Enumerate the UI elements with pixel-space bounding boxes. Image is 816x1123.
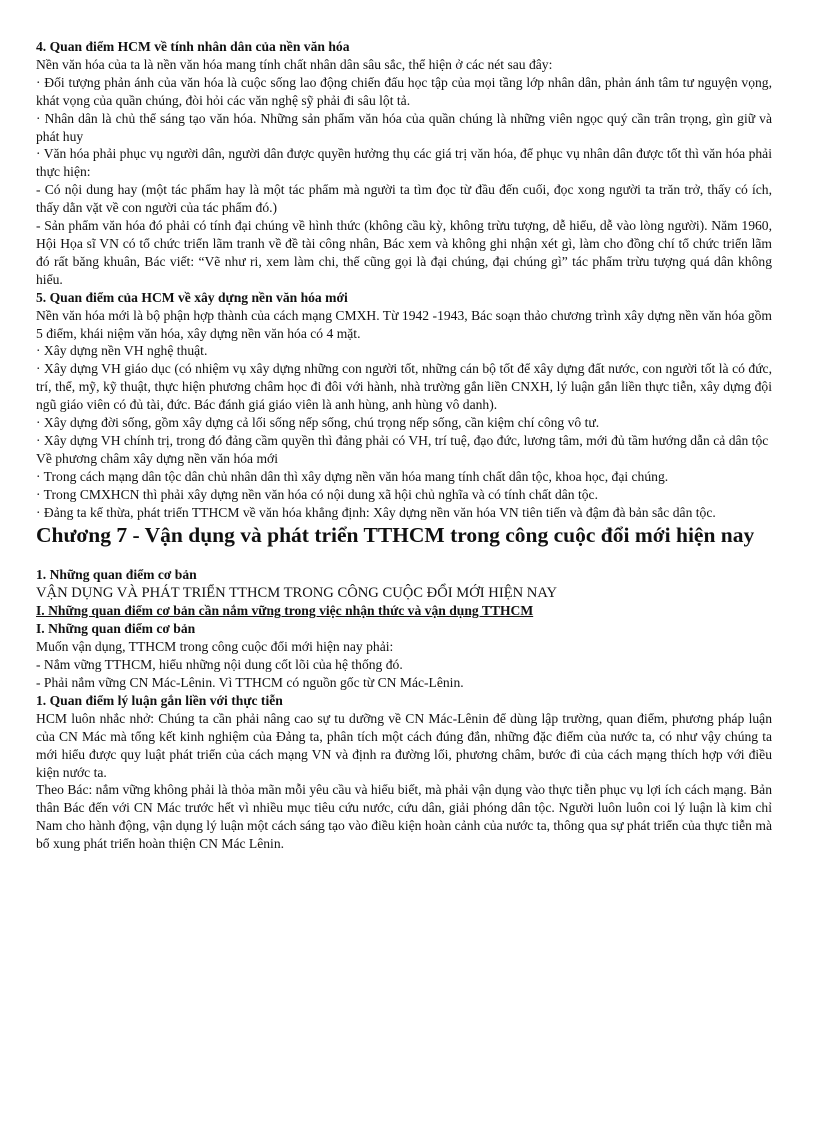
- paragraph: Theo Bác: nắm vững không phải là thỏa mãn mỗi yêu cầu và hiểu biết, mà phải vận dụng vào thực tiễn phục vụ lợi ích cách mạng. Bản thân Bác đến với CN Mác trước hết vì nhiều mục tiêu cứu nước, cứu dân, giải phóng dân tộc. Người luôn luôn coi lý luận là kim chỉ Nam cho hành động, vận dụng lý luận một cách sáng tạo vào điều kiện hoàn cảnh của nước ta, thông qua sự phát triển của thực tiễn mà bổ xung phát triển hoàn thiện CN Mác Lênin.: [36, 782, 772, 852]
- paragraph: · Trong CMXHCN thì phải xây dựng nền văn hóa có nội dung xã hội chủ nghĩa và có tính chất dân tộc.: [36, 486, 598, 502]
- paragraph: · Xây dựng VH chính trị, trong đó đảng cầm quyền thì đảng phải có VH, trí tuệ, đạo đức, lương tâm, mới đủ tầm hướng dẫn cả dân tộc: [36, 432, 769, 448]
- paragraph: Nền văn hóa mới là bộ phận hợp thành của cách mạng CMXH. Từ 1942 -1943, Bác soạn thảo chương trình xây dựng nền văn hóa gồm 5 điểm, khái niệm văn hóa, xây dựng nền văn hóa có 4 mặt.: [36, 307, 772, 341]
- paragraph: Muốn vận dụng, TTHCM trong công cuộc đổi mới hiện nay phải:: [36, 639, 394, 655]
- paragraph: · Xây dựng VH giáo dục (có nhiệm vụ xây dựng những con người tốt, những cán bộ tốt để xây dựng đất nước, con người tốt là có đức, trí, thể, mỹ, kỹ thuật, thực hiện phương châm học đi đôi với hành, nhà trường gắn liền CNXH, lý luận gắn liền thực tiễn, xây dựng đội ngũ giáo viên có đủ tài, đức. Bác đánh giá giáo viên là anh hùng, anh hùng vô danh).: [36, 361, 772, 413]
- paragraph: · Xây dựng đời sống, gồm xây dựng cả lối sống nếp sống, chú trọng nếp sống, cần kiệm chí công vô tư.: [36, 415, 600, 431]
- paragraph: - Sản phẩm văn hóa đó phải có tính đại chúng về hình thức (không cầu kỳ, không trừu tượng, dễ hiểu, dễ vào lòng người). Năm 1960, Hội Họa sĩ VN có tổ chức triển lãm tranh về đề tài công nhân, Bác xem và không ghi nhận xét gì, làm cho đồng chí tổ chức triển lãm đó rất băng khuân, Bác viết: “Vẽ như ri, xem làm chi, thế cũng gọi là đại chúng, đại chúng gì” tác phẩm trừu tượng quá dân không hiểu.: [36, 218, 772, 287]
- document-page: [36, 38, 772, 853]
- paragraph: · Đảng ta kế thừa, phát triển TTHCM về văn hóa khẳng định: Xây dựng nền văn hóa VN tiên tiến và đậm đà bản sắc dân tộc.: [36, 504, 716, 520]
- spacer: [36, 549, 772, 566]
- paragraph: · Văn hóa phải phục vụ người dân, người dân được quyền hưởng thụ các giá trị văn hóa, để phục vụ nhân dân được tốt thì văn hóa phải thực hiện:: [36, 146, 772, 180]
- chapter-7-title: Chương 7 - Vận dụng và phát triển TTHCM trong công cuộc đổi mới hiện nay: [36, 523, 755, 548]
- chapter-7-subheading: 1. Những quan điểm cơ bản: [36, 567, 197, 583]
- section-4-heading: 4. Quan điểm HCM về tính nhân dân của nền văn hóa: [36, 39, 350, 54]
- paragraph: · Trong cách mạng dân tộc dân chủ nhân dân thì xây dựng nền văn hóa mang tính chất dân tộc, khoa học, đại chúng.: [36, 468, 669, 484]
- paragraph: - Phải nắm vững CN Mác-Lênin. Vì TTHCM có nguồn gốc từ CN Mác-Lênin.: [36, 675, 464, 690]
- chapter-7-upper-title: VẬN DỤNG VÀ PHÁT TRIỂN TTHCM TRONG CÔNG CUỘC ĐỔI MỚI HIỆN NAY: [36, 585, 558, 602]
- paragraph: - Có nội dung hay (một tác phẩm hay là một tác phẩm mà người ta tìm đọc từ đầu đến cuối, đọc xong người ta trăn trở, thấy có ích, thấy dằn vặt về con người của tác phẩm đó.): [36, 182, 772, 216]
- paragraph: - Nắm vững TTHCM, hiểu những nội dung cốt lõi của hệ thống đó.: [36, 657, 403, 673]
- paragraph: · Nhân dân là chủ thể sáng tạo văn hóa. Những sản phẩm văn hóa của quần chúng là những viên ngọc quý cần trân trọng, gìn giữ và phát huy: [36, 110, 772, 144]
- paragraph: Về phương châm xây dựng nền văn hóa mới: [36, 450, 279, 466]
- chapter-7-underlined-heading: I. Những quan điểm cơ bản cần nắm vững trong việc nhận thức và vận dụng TTHCM: [36, 603, 534, 619]
- chapter-7-subheading-2: I. Những quan điểm cơ bản: [36, 621, 196, 637]
- paragraph: · Xây dựng nền VH nghệ thuật.: [36, 343, 208, 359]
- section-5-heading: 5. Quan điểm của HCM về xây dựng nền văn hóa mới: [36, 289, 348, 305]
- paragraph: HCM luôn nhắc nhở: Chúng ta cần phải nâng cao sự tu dưỡng về CN Mác-Lênin để dùng lập trường, quan điểm, phương pháp luận của CN Mác mà tổng kết kinh nghiệm của Đảng ta, phân tích một cách đúng đắn, những đặc điểm của nước ta, có như vậy chúng ta mới hiểu được quy luật phát triển của cách mạng VN và định ra đường lối, phương châm, bước đi của cách mạng thích hợp với điều kiện nước ta.: [36, 710, 772, 780]
- paragraph: Nền văn hóa của ta là nền văn hóa mang tính chất nhân dân sâu sắc, thể hiện ở các nét sau đây:: [36, 56, 553, 72]
- chapter-7-subheading-3: 1. Quan điểm lý luận gắn liền với thực tiễn: [36, 692, 283, 708]
- paragraph: · Đối tượng phản ánh của văn hóa là cuộc sống lao động chiến đấu học tập của mọi tầng lớp nhân dân, phản ánh tâm tư nguyện vọng, khát vọng của quần chúng, đòi hỏi các văn nghệ sỹ phải đi sâu lột tả.: [36, 74, 772, 108]
